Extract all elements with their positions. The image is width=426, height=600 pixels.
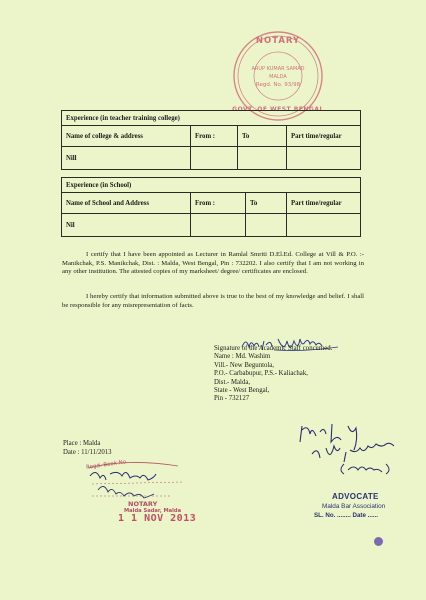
- advocate-stamp-assoc: Malda Bar Association: [322, 503, 386, 510]
- training-cell-type: [287, 147, 361, 170]
- training-cell-from: [191, 147, 238, 170]
- school-cell-type: [287, 214, 361, 237]
- school-experience-table: [61, 177, 361, 237]
- school-header-name: Name of School and Address: [62, 193, 191, 214]
- training-cell-name: Nill: [62, 147, 191, 170]
- place-text: Place : Malda: [63, 440, 101, 447]
- notary-place: Malda Sadar, Malda: [124, 508, 182, 514]
- school-header-to: To: [246, 193, 287, 214]
- school-cell-to: [246, 214, 287, 237]
- place-date-block: [63, 440, 112, 457]
- training-header-name: Name of college & address: [62, 126, 191, 147]
- school-cell-name: Nil: [62, 214, 191, 237]
- advocate-signature: [290, 420, 420, 482]
- training-header-type: Part time/regular: [287, 126, 361, 147]
- school-header-type: Part time/regular: [287, 193, 361, 214]
- school-header-from: From :: [191, 193, 246, 214]
- seal-title: NOTARY: [255, 36, 301, 46]
- training-header-from: From :: [191, 126, 238, 147]
- staff-details: [214, 345, 374, 404]
- notary-date: 1 1 NOV 2013: [118, 513, 197, 524]
- ink-dot: [374, 537, 383, 546]
- date-text: Date : 11/11/2013: [63, 448, 112, 456]
- advocate-scribble: [290, 420, 420, 482]
- notary-regd: Regd. Book No.: [85, 459, 129, 471]
- notary-title: NOTARY: [128, 500, 158, 508]
- seal-govt: GOVT. OF WEST BENGAL: [232, 106, 324, 113]
- school-table-caption: Experience (in School): [62, 178, 361, 193]
- training-cell-to: [238, 147, 287, 170]
- staff-state: State - West Bengal,: [214, 387, 270, 395]
- staff-pin: Pin - 732127: [214, 395, 250, 403]
- advocate-stamp-sl: SL. No. ........ Date ......: [314, 512, 378, 519]
- declaration-paragraph: I hereby certify that information submitted above is true to the best of my knowledge and belief. I shall be responsible for any misrepresentation of facts.: [62, 293, 364, 309]
- staff-po: P.O.- Carbabupur, P.S.- Kaliachak,: [214, 370, 308, 378]
- advocate-stamp-title: ADVOCATE: [332, 492, 379, 501]
- notary-seal-top: [232, 30, 324, 122]
- certification-paragraph: I certify that I have been appointed as Lecturer in Ramlal Smriti D.El.Ed. College at Vill & P.O. :- Manikchak, P.S. Manikchak, Dist. : Malda, West Bengal, Pin : 732202. I also certify that I am not working in any other institution. The attested copies of my marksheet/ degree/ certificates are enclosed.: [62, 251, 364, 276]
- seal-place: MALDA: [269, 74, 287, 80]
- signature-label: Signature of the Academic Staff concerned.: [214, 345, 333, 352]
- training-table-caption: Experience (in teacher training college): [62, 111, 361, 126]
- training-experience-table: [61, 110, 361, 170]
- training-header-to: To: [238, 126, 287, 147]
- staff-dist: Dist.- Malda,: [214, 378, 251, 386]
- school-cell-from: [191, 214, 246, 237]
- seal-reg: Regd. No. 93/98: [255, 82, 301, 88]
- staff-name: Name : Md. Washim: [214, 353, 271, 361]
- staff-vill: Vill.- New Beguntola,: [214, 361, 274, 369]
- seal-name: ARUP KUMAR SAMAD: [251, 66, 305, 72]
